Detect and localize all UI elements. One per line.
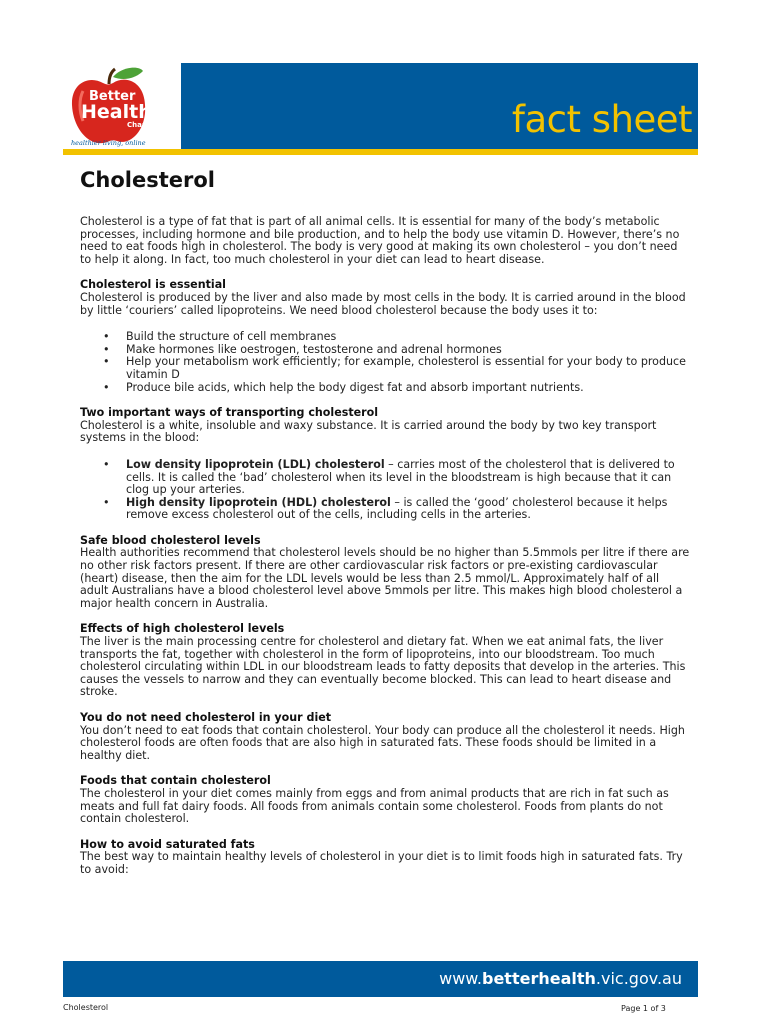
page-number: Page 1 of 3 bbox=[621, 1004, 666, 1013]
section-not-needed bbox=[80, 712, 690, 762]
list-item bbox=[103, 380, 690, 395]
section-cholesterol-essential bbox=[80, 279, 690, 394]
list-item-text: Produce bile acids, which help the body digest fat and absorb important nutrients. bbox=[126, 380, 584, 394]
url-suffix: .vic.gov.au bbox=[595, 969, 682, 988]
section-paragraph: You don’t need to eat foods that contain cholesterol. Your body can produce all the cholesterol it needs. High cholesterol foods are often foods that are also high in saturated fats. These foods should be limited in a healthy diet. bbox=[80, 723, 685, 762]
section-heading: You do not need cholesterol in your diet bbox=[80, 711, 332, 724]
header-yellow-rule bbox=[63, 149, 698, 155]
apple-logo-icon bbox=[69, 67, 177, 149]
section-paragraph: Cholesterol is produced by the liver and also made by most cells in the body. It is carried around in the blood by little ‘couriers’ called lipoproteins. We need blood cholesterol because the body uses it to: bbox=[80, 290, 686, 317]
section-transport bbox=[80, 407, 690, 522]
section-paragraph: Health authorities recommend that cholesterol levels should be no higher than 5.5mmols per litre if there are no other risk factors present. If there are other cardiovascular risk factors or pre-existing cardiovascular (heart) disease, then the aim for the LDL levels would be less than 2.5 mmol/L. Approximately half of all adult Australians have a blood cholesterol level above 5mmols per litre. This makes high blood cholesterol a major health concern in Australia. bbox=[80, 546, 690, 610]
list-item-ldl bbox=[103, 457, 690, 497]
document-body bbox=[80, 167, 690, 877]
section-foods bbox=[80, 775, 690, 825]
logo-text-better: Better bbox=[89, 89, 136, 104]
bullet-list bbox=[80, 331, 690, 394]
section-effects bbox=[80, 623, 690, 699]
list-item-text: – is called the ‘good’ cholesterol because it helps remove excess cholesterol out of the cells, including cells in the arteries. bbox=[126, 495, 668, 522]
list-item-hdl bbox=[103, 495, 690, 522]
header-banner bbox=[63, 63, 698, 155]
section-heading: Foods that contain cholesterol bbox=[80, 774, 271, 788]
term-ldl: Low density lipoprotein (LDL) cholesterol bbox=[126, 457, 385, 471]
bullet-icon: • bbox=[103, 342, 110, 356]
url-prefix: www. bbox=[439, 969, 482, 988]
url-domain: betterhealth bbox=[482, 969, 596, 988]
footer-doc-label: Cholesterol bbox=[63, 1003, 109, 1012]
section-heading: Safe blood cholesterol levels bbox=[80, 533, 261, 547]
bullet-icon: • bbox=[103, 355, 110, 369]
logo-text-channel: Channel bbox=[127, 121, 159, 129]
bullet-icon: • bbox=[103, 457, 110, 471]
logo-text-health: Health bbox=[81, 101, 152, 123]
website-link[interactable] bbox=[439, 969, 682, 988]
section-heading: Two important ways of transporting cholesterol bbox=[80, 406, 379, 420]
bullet-icon: • bbox=[103, 495, 110, 509]
logo-tagline: healthier living, online bbox=[71, 139, 146, 147]
term-hdl: High density lipoprotein (HDL) cholesterol bbox=[126, 495, 391, 509]
document-title: Cholesterol bbox=[80, 168, 215, 192]
list-item-text: Make hormones like oestrogen, testosterone and adrenal hormones bbox=[126, 342, 502, 356]
section-safe-levels bbox=[80, 535, 690, 611]
footer-banner bbox=[63, 961, 698, 997]
logo[interactable] bbox=[63, 63, 181, 149]
list-item-text: Build the structure of cell membranes bbox=[126, 330, 337, 344]
list-item-text: – carries most of the cholesterol that is delivered to cells. It is called the ‘bad’ cholesterol when its level in the bloodstream is high because that it can clog up your arteries. bbox=[126, 457, 675, 497]
section-heading: Effects of high cholesterol levels bbox=[80, 622, 285, 636]
bullet-icon: • bbox=[103, 380, 110, 394]
section-paragraph: The cholesterol in your diet comes mainly from eggs and from animal products that are rich in fat such as meats and full fat dairy foods. All foods from animals contain some cholesterol. Foods from plants do not contain cholesterol. bbox=[80, 786, 669, 826]
section-paragraph: Cholesterol is a white, insoluble and waxy substance. It is carried around the body by two key transport systems in the blood: bbox=[80, 418, 657, 445]
intro-paragraph: Cholesterol is a type of fat that is part of all animal cells. It is essential for many of the body’s metabolic processes, including hormone and bile production, and to help the body use vitamin D. However, there’s no need to eat foods high in cholesterol. The body is very good at making its own cholesterol – you don’t need to help it along. In fact, too much cholesterol in your diet can lead to heart disease. bbox=[80, 215, 680, 266]
section-paragraph: The best way to maintain healthy levels of cholesterol in your diet is to limit foods high in saturated fats. Try to avoid: bbox=[80, 850, 683, 876]
list-item bbox=[103, 355, 690, 381]
section-heading: How to avoid saturated fats bbox=[80, 837, 255, 851]
section-heading: Cholesterol is essential bbox=[80, 278, 226, 292]
list-item-text: Help your metabolism work efficiently; for example, cholesterol is essential for your body to produce vitamin D bbox=[126, 355, 686, 381]
fact-sheet-title: fact sheet bbox=[511, 98, 692, 141]
bullet-list bbox=[80, 459, 690, 522]
section-paragraph: The liver is the main processing centre for cholesterol and dietary fat. When we eat animal fats, the liver transports the fat, together with cholesterol in the form of lipoproteins, into our bloodstream. Too much cholesterol circulating within LDL in our bloodstream leads to fatty deposits that develop in the arteries. This causes the vessels to narrow and they can eventually become blocked. This can lead to heart disease and stroke. bbox=[80, 635, 686, 699]
section-avoid-fats bbox=[80, 839, 690, 877]
bullet-icon: • bbox=[103, 330, 110, 344]
